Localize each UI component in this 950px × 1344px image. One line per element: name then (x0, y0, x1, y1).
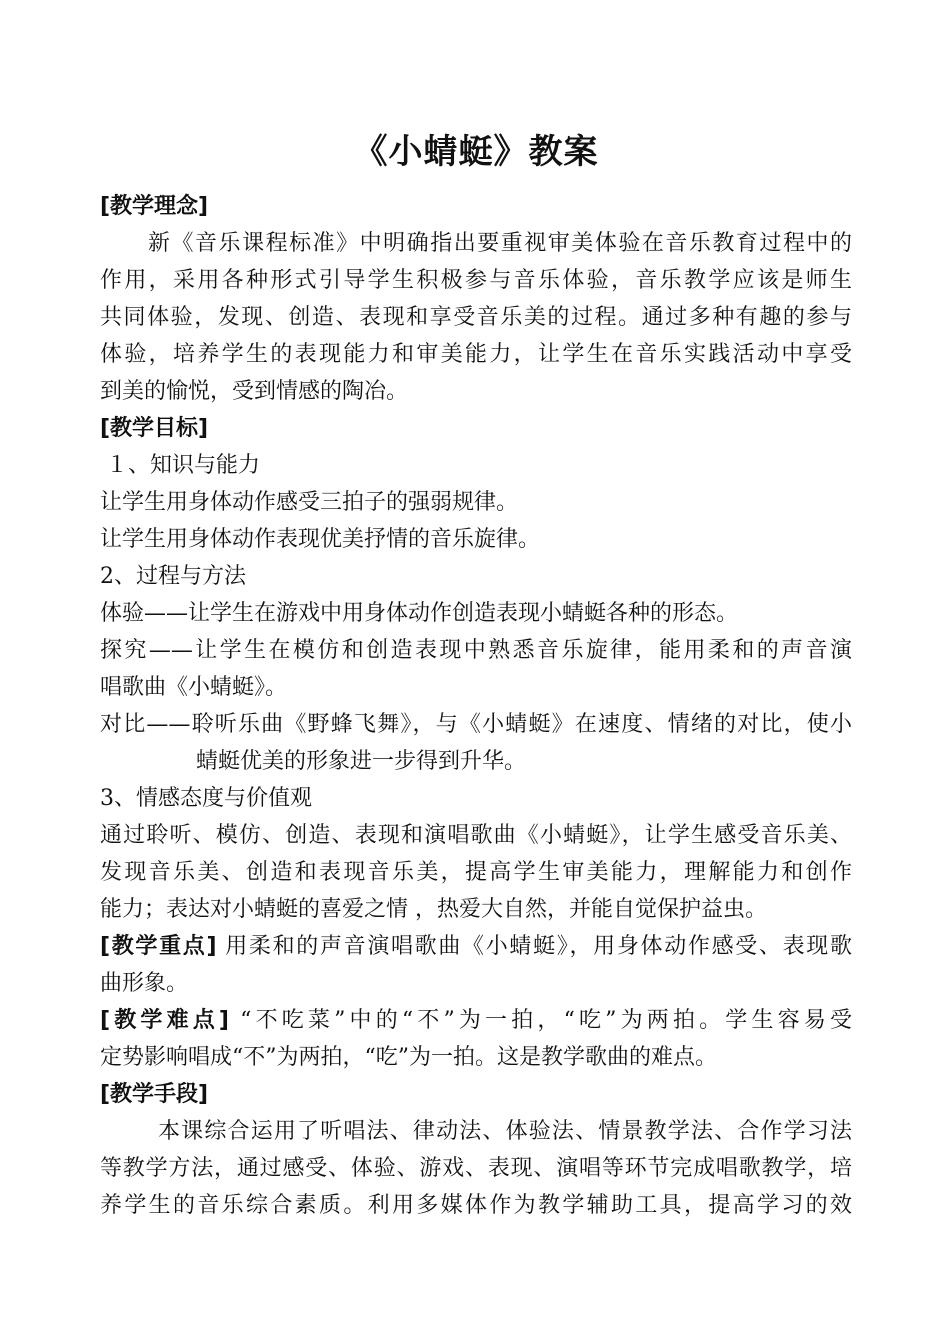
paragraph-line: 到美的愉悦，受到情感的陶冶。 (100, 379, 409, 404)
paragraph-line: 通过聆听、模仿、创造、表现和演唱歌曲《小蜻蜓》，让学生感受音乐美、 (100, 823, 852, 848)
goal-item-title: １、知识与能力 (106, 453, 261, 478)
paragraph-line: 对比——聆听乐曲《野蜂飞舞》，与《小蜻蜓》在速度、情绪的对比，使小 (100, 712, 852, 737)
paragraph-line: 养学生的音乐综合素质。利用多媒体作为教学辅助工具，提高学习的效 (100, 1193, 852, 1218)
paragraph-line: 蜻蜓优美的形象进一步得到升华。 (196, 749, 527, 774)
document-title: 《小蜻蜓》教案 (353, 132, 599, 172)
section-difficulty-line (100, 1002, 852, 1039)
paragraph-line: 让学生用身体动作表现优美抒情的音乐旋律。 (100, 527, 541, 552)
paragraph-line: 新《音乐课程标准》中明确指出要重视审美体验在音乐教育过程中的 (148, 231, 852, 256)
paragraph-line: 曲形象。 (100, 971, 189, 996)
goal-item-title: 3、情感态度与价值观 (100, 786, 312, 811)
section-keypoints-line (100, 928, 852, 965)
paragraph-line: 作用，采用各种形式引导学生积极参与音乐体验，音乐教学应该是师生 (100, 268, 852, 293)
goal-item-title: 2、过程与方法 (100, 564, 246, 589)
paragraph-line: 发现音乐美、创造和表现音乐美，提高学生审美能力，理解能力和创作 (100, 860, 852, 885)
paragraph-line: 体验，培养学生的表现能力和审美能力，让学生在音乐实践活动中享受 (100, 342, 852, 367)
section-heading-goals: [教学目标] (100, 416, 209, 441)
paragraph-line: 能力；表达对小蜻蜓的喜爱之情 ，热爱大自然，并能自觉保护益虫。 (100, 897, 767, 922)
paragraph-line: 本课综合运用了听唱法、律动法、体验法、情景教学法、合作学习法 (158, 1119, 852, 1144)
keypoints-text: 用柔和的声音演唱歌曲《小蜻蜓》，用身体动作感受、表现歌 (225, 934, 852, 959)
paragraph-line: 探究——让学生在模仿和创造表现中熟悉音乐旋律，能用柔和的声音演 (100, 638, 852, 663)
paragraph-line: 共同体验，发现、创造、表现和享受音乐美的过程。通过多种有趣的参与 (100, 305, 852, 330)
paragraph-line: 让学生用身体动作感受三拍子的强弱规律。 (100, 490, 519, 515)
paragraph-line: 等教学方法，通过感受、体验、游戏、表现、演唱等环节完成唱歌教学，培 (100, 1156, 852, 1181)
paragraph-line: 体验——让学生在游戏中用身体动作创造表现小蜻蜓各种的形态。 (100, 601, 739, 626)
section-heading-difficulty: [教学难点] (100, 1008, 229, 1033)
section-heading-keypoints: [教学重点] (100, 934, 217, 959)
paragraph-line: 定势影响唱成“不”为两拍，“吃”为一拍。这是教学歌曲的难点。 (100, 1045, 717, 1070)
difficulty-text: “不吃菜”中的“不”为一拍，“吃”为两拍。学生容易受 (240, 1008, 852, 1033)
section-heading-means: [教学手段] (100, 1082, 209, 1107)
paragraph-line: 唱歌曲《小蜻蜓》。 (100, 675, 288, 700)
document-page (100, 126, 852, 1224)
section-heading-concept: [教学理念] (100, 194, 209, 219)
